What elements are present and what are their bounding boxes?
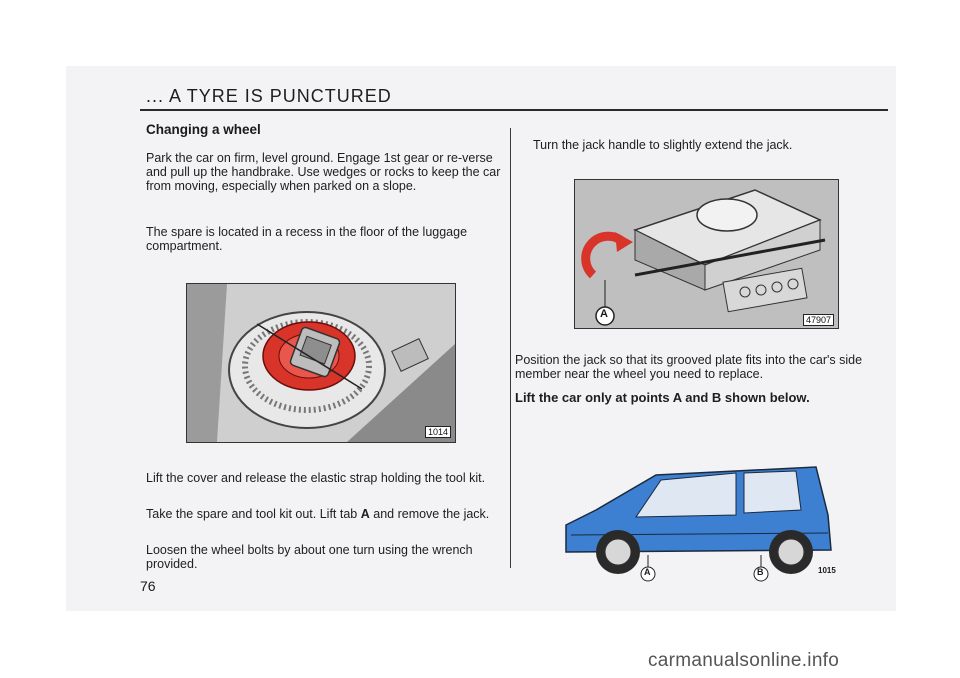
lift-point-a-label: A (644, 567, 651, 577)
section-title: ... A TYRE IS PUNCTURED (146, 86, 392, 106)
para-4-end: and remove the jack. (373, 507, 490, 521)
car-illustration (556, 455, 846, 585)
header-rule (140, 109, 888, 111)
tab-a-label: A (360, 507, 370, 521)
paragraph-loosen-bolts: Loosen the wheel bolts by about one turn using the wrench provided. (146, 543, 473, 571)
paragraph-lift-cover: Lift the cover and release the elastic strap holding the tool kit. (146, 471, 486, 485)
paragraph-position-jack: Position the jack so that its grooved plate fits into the car's side member near the wheel you need to replace. (515, 353, 863, 381)
figure-code-1014: 1014 (425, 426, 451, 438)
warning-lift-points: Lift the car only at points A and B shown below. (515, 390, 810, 405)
paragraph-spare-location: The spare is located in a recess in the floor of the luggage compartment. (146, 225, 468, 253)
lift-point-b-label: B (757, 567, 764, 577)
para-4-start: Take the spare and tool kit out. Lift tab (146, 507, 358, 521)
watermark-text: carmanualsonline.info (648, 650, 840, 671)
page-number: 76 (140, 578, 156, 594)
spare-wheel-illustration (187, 284, 455, 442)
figure-code-1015: 1015 (818, 566, 836, 575)
jack-illustration (575, 180, 838, 328)
heading-changing-wheel: Changing a wheel (146, 122, 261, 137)
figure-car-lift-points (556, 455, 846, 585)
paragraph-park-car: Park the car on firm, level ground. Engage 1st gear or re-verse and pull up the handbrake. Use wedges or rocks to keep the car from moving, especially when parked on a slope. (146, 151, 501, 193)
figure-code-47907: 47907 (803, 314, 834, 326)
paragraph-take-spare (146, 507, 506, 521)
figure-spare-wheel (186, 283, 456, 443)
figure-jack (574, 179, 839, 329)
paragraph-turn-handle: Turn the jack handle to slightly extend the jack. (533, 138, 793, 152)
jack-callout-a: A (600, 308, 608, 320)
column-divider (510, 128, 511, 568)
